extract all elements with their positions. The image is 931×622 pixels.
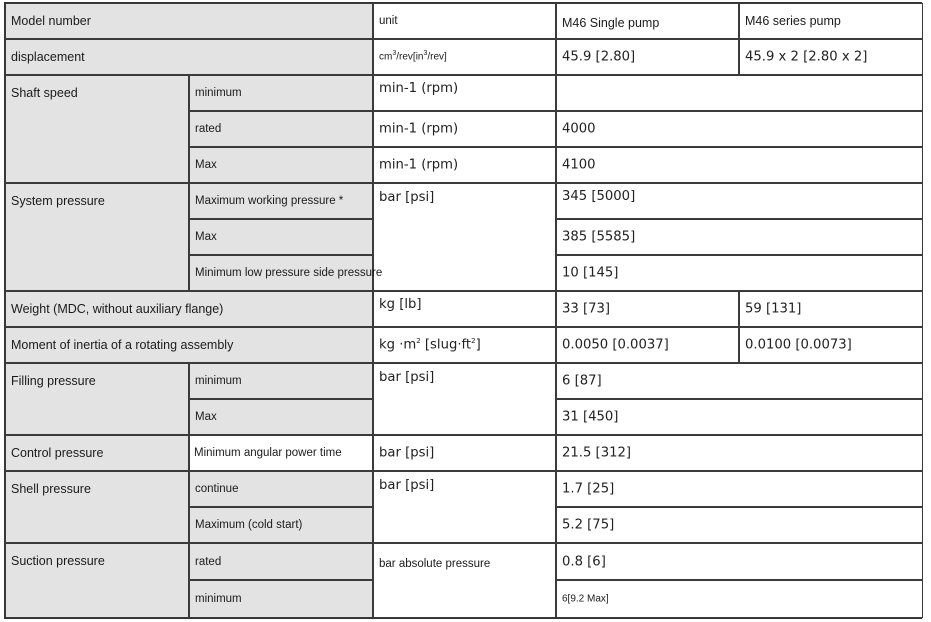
shaft-speed-rated-label [189, 111, 373, 147]
system-pressure-max-value-text: 385 [5585] [562, 229, 636, 245]
shell-pressure-cold-start-label [189, 507, 373, 543]
filling-pressure-max-label [189, 399, 373, 435]
inertia-unit-text: kg $\cdot m^2$ $[slug\cdot ft^2]$ [379, 337, 481, 353]
suction-pressure-rated-label [189, 543, 373, 580]
suction-pressure-rated-text: rated [195, 555, 222, 568]
suction-pressure-minimum-text: minimum [195, 593, 242, 605]
system-pressure-label [5, 183, 189, 291]
header-single-pump [556, 3, 739, 39]
system-pressure-max-working-value-text: 345 [5000] [562, 189, 636, 204]
weight-series [739, 291, 923, 327]
header-unit-text: unit [379, 15, 398, 27]
header-single-pump-text: M46 Single pump [562, 16, 660, 30]
shaft-speed-label [5, 75, 189, 183]
suction-pressure-minimum-value [556, 580, 923, 618]
weight-unit-text: kg [lb] [379, 297, 422, 312]
weight-series-value: 59 [131] [745, 301, 802, 317]
displacement-single [556, 39, 739, 75]
shell-pressure-unit-text: bar [psi] [379, 478, 435, 493]
suction-pressure-rated-value-text: 0.8 [6] [562, 554, 606, 569]
system-pressure-unit-text: bar [psi] [379, 190, 435, 205]
shaft-speed-rated-unit-text: min-1 (rpm) [379, 121, 459, 137]
spec-table [4, 2, 922, 619]
shell-pressure-cold-start-value-text: 5.2 [75] [562, 517, 615, 533]
shaft-speed-minimum-text: minimum [195, 87, 242, 99]
system-pressure-min-low-label [189, 255, 383, 291]
filling-pressure-label-text: Filling pressure [11, 374, 96, 388]
shaft-speed-max-value-text: 4100 [562, 157, 596, 173]
control-pressure-label-text: Control pressure [11, 446, 104, 460]
system-pressure-min-low-value [556, 255, 923, 291]
displacement-series [739, 39, 923, 75]
suction-pressure-rated-value [556, 543, 923, 580]
system-pressure-max-label [189, 219, 373, 255]
control-pressure-unit [373, 435, 556, 471]
shell-pressure-continue-value-text: 1.7 [25] [562, 481, 615, 497]
inertia-single [556, 327, 739, 363]
suction-pressure-label [5, 543, 189, 618]
displacement-label [5, 39, 373, 75]
inertia-series-value: 0.0100 [0.0073] [745, 337, 852, 353]
shaft-speed-minimum-value [556, 75, 923, 111]
shaft-speed-max-text: Max [195, 159, 217, 171]
filling-pressure-minimum-value [556, 363, 923, 399]
inertia-label-text: Moment of inertia of a rotating assembly [11, 338, 234, 352]
shaft-speed-minimum-unit-text: min-1 (rpm) [379, 81, 459, 96]
control-pressure-value-text: 21.5 [312] [562, 445, 632, 461]
displacement-series-value: 45.9 x 2 [2.80 x 2] [745, 49, 868, 65]
header-unit [373, 3, 556, 39]
system-pressure-max-working-value [556, 183, 923, 219]
control-pressure-label [5, 435, 189, 471]
displacement-single-value: 45.9 [2.80] [562, 49, 636, 65]
system-pressure-label-text: System pressure [11, 194, 105, 208]
control-pressure-value [556, 435, 923, 471]
shaft-speed-rated-text: rated [195, 123, 222, 135]
weight-single [556, 291, 739, 327]
header-model-number [5, 3, 373, 39]
system-pressure-min-low-value-text: 10 [145] [562, 265, 619, 281]
weight-single-value: 33 [73] [562, 301, 611, 317]
filling-pressure-max-text: Max [195, 411, 217, 423]
shaft-speed-label-text: Shaft speed [11, 86, 78, 100]
weight-label [5, 291, 373, 327]
filling-pressure-minimum-label [189, 363, 373, 399]
shaft-speed-rated-value-text: 4000 [562, 121, 596, 137]
suction-pressure-unit-text: bar absolute pressure [379, 558, 491, 570]
displacement-label-text: displacement [11, 50, 85, 64]
shaft-speed-max-value [556, 147, 923, 183]
shaft-speed-rated-unit [373, 111, 556, 147]
system-pressure-unit [373, 183, 556, 291]
shaft-speed-minimum-unit [373, 75, 556, 111]
shell-pressure-label [5, 471, 189, 543]
system-pressure-max-value [556, 219, 923, 255]
header-series-pump [739, 3, 923, 39]
shaft-speed-max-unit [373, 147, 556, 183]
shell-pressure-continue-text: continue [195, 483, 239, 495]
displacement-unit-text: $cm^3/rev[in^3/rev]$ [379, 50, 447, 63]
displacement-unit [373, 39, 556, 75]
shell-pressure-cold-start-value [556, 507, 923, 543]
suction-pressure-minimum-value-text: 6[9.2 Max] [562, 593, 609, 605]
suction-pressure-label-text: Suction pressure [11, 554, 105, 568]
system-pressure-max-working-text: Maximum working pressure * [195, 195, 344, 207]
shell-pressure-cold-start-text: Maximum (cold start) [195, 519, 303, 531]
filling-pressure-unit-text: bar [psi] [379, 370, 435, 385]
header-model-number-text: Model number [11, 14, 91, 28]
inertia-single-value: 0.0050 [0.0037] [562, 337, 669, 353]
shaft-speed-minimum-label [189, 75, 373, 111]
filling-pressure-minimum-text: minimum [195, 375, 242, 387]
inertia-label [5, 327, 373, 363]
shell-pressure-label-text: Shell pressure [11, 482, 91, 496]
system-pressure-min-low-text: Minimum low pressure side pressure [195, 267, 383, 279]
filling-pressure-minimum-value-text: 6 [87] [562, 373, 602, 389]
shell-pressure-unit [373, 471, 556, 543]
shaft-speed-rated-value [556, 111, 923, 147]
shaft-speed-max-label [189, 147, 373, 183]
filling-pressure-max-value-text: 31 [450] [562, 409, 619, 425]
control-pressure-sub-text: Minimum angular power time [194, 447, 342, 459]
inertia-unit [373, 327, 556, 363]
shell-pressure-continue-label [189, 471, 373, 507]
control-pressure-sub [189, 435, 373, 471]
system-pressure-max-text: Max [195, 231, 217, 243]
suction-pressure-minimum-label [189, 580, 373, 618]
header-series-pump-text: M46 series pump [745, 14, 841, 28]
filling-pressure-max-value [556, 399, 923, 435]
shell-pressure-continue-value [556, 471, 923, 507]
system-pressure-max-working-label [189, 183, 373, 219]
control-pressure-unit-text: bar [psi] [379, 445, 435, 461]
suction-pressure-unit [373, 543, 556, 618]
filling-pressure-unit [373, 363, 556, 435]
filling-pressure-label [5, 363, 189, 435]
weight-label-text: Weight (MDC, without auxiliary flange) [11, 302, 224, 316]
weight-unit [373, 291, 556, 327]
inertia-series [739, 327, 923, 363]
shaft-speed-max-unit-text: min-1 (rpm) [379, 157, 459, 173]
